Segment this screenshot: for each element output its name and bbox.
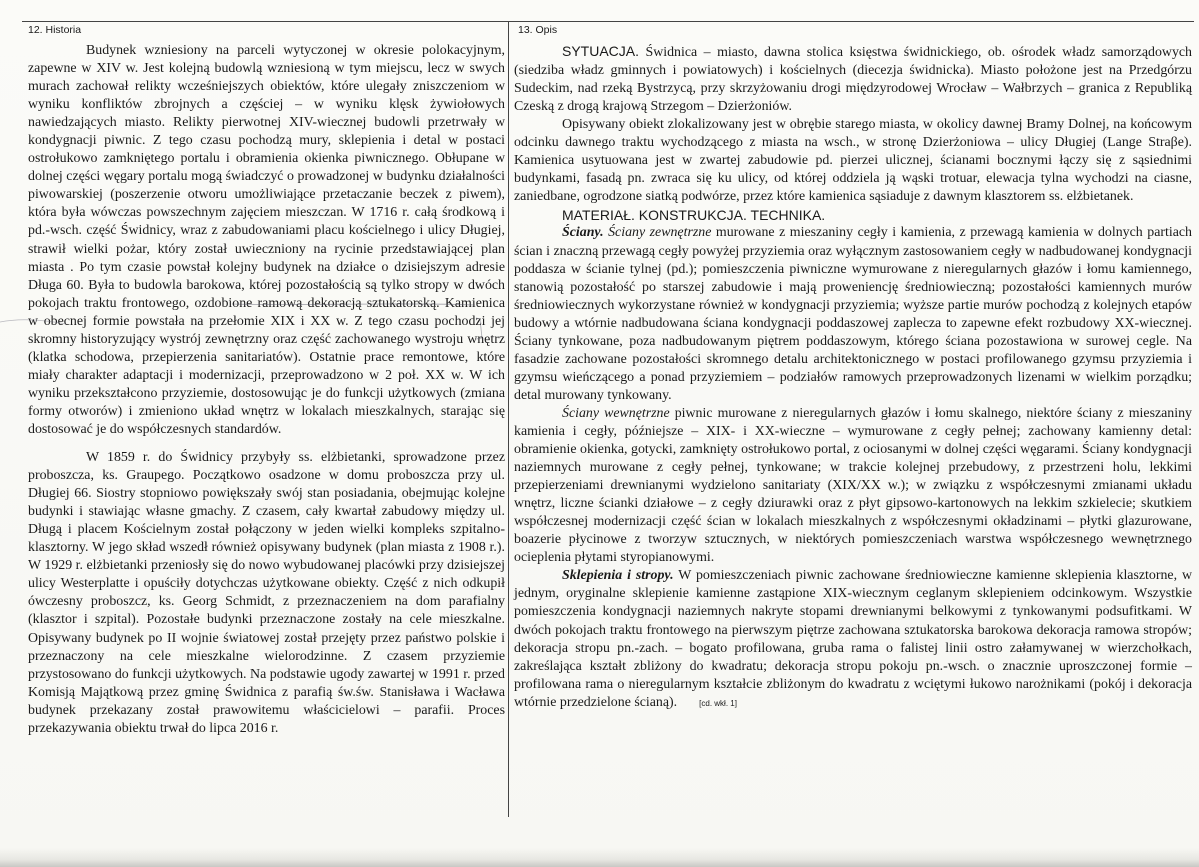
vaults-heading: Sklepienia i stropy. — [562, 568, 674, 584]
history-header: 12. Historia — [28, 24, 82, 36]
column-divider — [508, 21, 509, 817]
history-text — [22, 42, 505, 738]
walls-heading: Ściany. — [562, 225, 604, 241]
scan-edge-shadow — [0, 848, 1199, 867]
internal-walls-text: piwnic murowane z nieregularnych głazów i łomu skalnego, niektóre ściany z mieszaniny kamienia i cegły, późniejsze – XIX- i XX-wieczne – wymurowane z cegły pełnej; zachowany kamienny detal: obramienie okienka, gotycki, zamknięty ostrołukowo portal, z ociosanymi w dolnej części węgarami. Ściany kondygnacji naziemnych murowane z cegły pełnej, tynkowane; w trakcie kolejnej przebudowy, z przestrzeni holu, lekkimi przepierzeniami drewnianymi wydzielono sanitariaty (XIX/XX w.); w związku z współczesnymi zmianami układu wnętrz, liczne ścianki działowe – z cegły dziurawki oraz z płyt gipsowo-kartonowych na lekkim szkielecie; skutkiem współczesnej modernizacji część ścian w lokalach mieszkalnych z współczesnymi okładzinami – płytki glazurowane, boazerie płycinowe z tworzyw sztucznych, w niektórych pomieszczeniach warstwa współczesnego wewnętrznego ocieplenia płytami styropianowymi. — [514, 405, 1192, 566]
history-column — [22, 23, 505, 738]
description-text — [512, 42, 1192, 713]
sytuacja-heading: SYTUACJA. — [562, 43, 640, 59]
external-walls-label: Ściany zewnętrzne — [608, 225, 712, 241]
external-walls-text: murowane z mieszaniny cegły i kamienia, z przewagą kamienia w dolnych partiach ścian i znaczną przewagą cegły powyżej przyziemia oraz wyłącznym zastosowaniem cegły w nadbudowanej kondygnacji poddasza w ścianie tylnej (pd.); pomieszczenia piwniczne wymurowane z nieregularnych głazów i łomu kamiennego, stanowią pozostałość po starszej zabudowie i mają proweniencję średniowieczną; pozostałości kamiennych murów średniowiecznych wykorzystane również w kondygnacji przyziemia; wyższe partie murów pochodzą z kolejnych etapów budowy a wtórnie nadbudowana ściana kondygnacji poddaszowej zaplecza to zapewne efekt rozbudowy XX-wiecznej. Ściany tynkowane, poza nadbudowanym piętrem poddaszowym, którego ściana pozostawiona w surowej cegle. Na fasadzie zachowane pozostałości skromnego detalu architektonicznego w postaci profilowanego gzymsu przyziemia i gzymsu wieńczącego a ponad przyziemiem – podziałów ramowych przeprowadzonych lizenami w wielkim porządku; detal murowany tynkowany. — [514, 225, 1192, 403]
continuation-note: [cd. wkł. 1] — [699, 698, 737, 708]
internal-walls-label: Ściany wewnętrzne — [562, 405, 670, 421]
history-paragraph-1: Budynek wzniesiony na parceli wytyczonej w okresie polokacyjnym, zapewne w XIV w. Jest kolejną budowlą wzniesioną w tym miejscu, lecz w swych murach zachował relikty wcześniejszych obiektów, które ulegały zniszczeniom w wyniku konfliktów zbrojnych a częściej – w wyniku klęsk żywiołowych nawiedzających miasto. Relikty pierwotnej XIV-wiecznej budowli przetrwały w kondygnacji piwnic. Z tego czasu pochodzą mury, sklepienia i detal w postaci ostrołukowo zamkniętego portalu i obramienia okienka piwnicznego. Obłupane w dolnej części węgary portalu mogą świadczyć o prowadzonej w budynku działalności piwowarskiej (poszerzenie otworu umożliwiające przetaczanie beczek z piwem), która była wówczas powszechnym zajęciem mieszczan. W 1716 r. całą środkową i pd.-wsch. część Świdnicy, wraz z zabudowaniami placu kościelnego i ulicy Długiej, strawił wielki pożar, który został uwieczniony na rycinie przedstawiającej plan miasta . Po tym czasie powstał kolejny budynek na działce o dzisiejszym adresie Długa 60. Była to budowla barokowa, której pozostałością są tylko stropy w dwóch pokojach traktu frontowego, ozdobione ramową dekoracją sztukatorską. Kamienica w obecnej formie powstała na przełomie XIX i XX w. Z tego czasu pochodzi jej skromny historyzujący wystrój zewnętrzny oraz część zachowanego wystroju wnętrz (klatka schodowa, przepierzenia sanitariatów). Ostatnie prace remontowe, które miały charakter adaptacji i modernizacji, przeprowadzono w 2 poł. XX w. W ich wyniku przekształcono przyziemie, dostosowując je do funkcji użytkowych (zmiana formy otworów) i zmieniono układ wnętrz w lokalach mieszkalnych, starając się dostosować je do współczesnych standardów. — [28, 43, 505, 437]
vaults-text: W pomieszczeniach piwnic zachowane średniowieczne kamienne sklepienia klasztorne, w jednym, oryginalne sklepienie kamienne zastąpione XIX-wiecznym ceglanym sklepieniem odcinkowym. Wszystkie pomieszczenia kondygnacji naziemnych nakryte stopami drewnianymi belkowymi z tynkowanymi podsufitkami. W dwóch pokojach traktu frontowego na pierwszym piętrze zachowana sztukatorska barokowa dekoracja ramowa stropów; dekoracja stropu pn.-zach. – bogato profilowana, gruba rama o falistej linii ostro załamywanej w wierzchołkach, zakreślająca kształt zbliżony do kwadratu; dekoracja stropu pokoju pn.-wsch. o znacznie uproszczonej formie – profilowana rama o nieregularnym kształcie zbliżonym do kwadratu z wciętymi łukowo narożnikami (pokój i dekoracja wtórnie przedzielone ścianą). — [514, 568, 1192, 710]
material-heading: MATERIAŁ. KONSTRUKCJA. TECHNIKA. — [562, 207, 826, 224]
description-header: 13. Opis — [518, 24, 558, 36]
external-walls-paragraph — [514, 224, 1192, 404]
history-paragraph-2: W 1859 r. do Świdnicy przybyły ss. elżbietanki, sprowadzone przez proboszcza, ks. Graupego. Początkowo osadzone w domu proboszcza przy ul. Długiej 66. Siostry stopniowo powiększały swój stan posiadania, obejmując kolejne budynki i stawiając własne gmachy. Z czasem, cały kwartał zabudowy między ul. Długą i placem Kościelnym został połączony w jeden wielki kompleks szpitalno-klasztorny. W jego skład wszedł również opisywany budynek (plan miasta z 1908 r.). W 1929 r. elżbietanki przeniosły się do nowo wybudowanej placówki przy dzisiejszej ulicy Westerplatte i opuściły dotychczas użytkowane obiekty. Część z nich odkupił ówczesny proboszcz, ks. Georg Schmidt, z przeznaczeniem na dom parafialny (klasztor i szpital). Pozostałe budynki przeznaczone zostały na cele mieszkalne. Opisywany budynek po II wojnie światowej został przejęty przez państwo polskie i przeznaczony na cele mieszkalne wielorodzinne. Z czasem przyziemie przystosowano do funkcji użytkowych. Na podstawie ugody zawartej w 1991 r. przed Komisją Majątkową przez gminę Świdnica z parafią św.św. Stanisława i Wacława budynek przekazany został prawowitemu właścicielowi – parafii. Proces przekazywania obiektu trwał do lipca 2016 r. — [28, 450, 505, 736]
sytuacja-text: Świdnica – miasto, dawna stolica księstwa świdnickiego, ob. ośrodek władz samorządowych (siedziba władz gminnych i powiatowych) i kościelnych (diecezja świdnicka). Miasto położone jest na Przedgórzu Sudeckim, nad rzeką Bystrzycą, przy skrzyżowaniu drogi międzyrodowej Wrocław – Wałbrzych – granica z Republiką Czeską z drogą krajową Strzegom – Dzierżoniów. — [514, 45, 1192, 115]
header-rule — [22, 21, 1194, 22]
vaults-paragraph — [514, 567, 1192, 712]
sytuacja-paragraph — [514, 42, 1192, 116]
internal-walls-paragraph — [514, 405, 1192, 567]
location-paragraph: Opisywany obiekt zlokalizowany jest w obrębie starego miasta, w okolicy dawnej Bramy Dolnej, na końcowym odcinku dawnego traktu wychodzącego z miasta na wsch., w stronę Dzierżoniowa – ulicy Długiej (Lange Straβe). Kamienica usytuowana jest w zwartej zabudowie pd. pierzei ulicznej, ścianami bocznymi łączy się z sąsiednimi budynkami, fasadą pn. zwraca się ku ulicy, od której oddziela ją wąski trotuar, elewacja tylna wychodzi na ciasne, zaniedbane, ogrodzone siatką podwórze, przez które kamienica sąsiaduje z dawnym klasztorem ss. elżbietanek. — [514, 117, 1192, 205]
description-column — [512, 23, 1192, 713]
